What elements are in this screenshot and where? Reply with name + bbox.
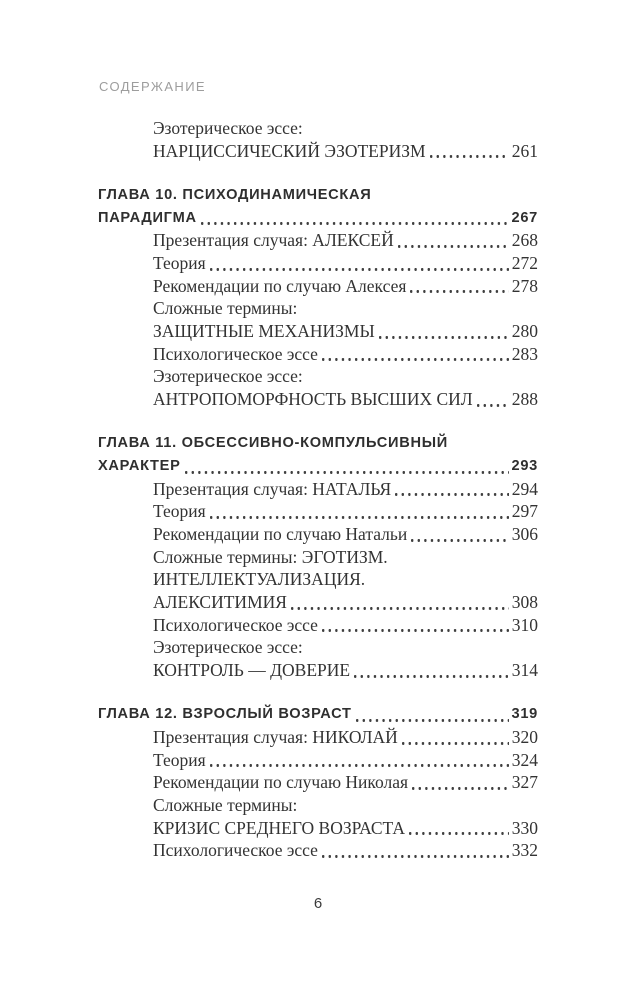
toc-entry-page: 278 bbox=[511, 275, 538, 296]
toc-entry-label: ХАРАКТЕР bbox=[98, 457, 181, 474]
toc-entry-page: 294 bbox=[511, 478, 538, 499]
toc-entry-row[interactable] bbox=[98, 749, 538, 772]
toc-chapter-row[interactable] bbox=[98, 455, 538, 478]
toc-entry-row[interactable] bbox=[98, 343, 538, 366]
toc-entry-row[interactable] bbox=[98, 726, 538, 749]
toc-entry-row[interactable] bbox=[98, 794, 538, 817]
toc-entry-page: 332 bbox=[511, 840, 538, 861]
toc-entry-label: Теория bbox=[153, 501, 206, 522]
page-number: 6 bbox=[313, 895, 323, 912]
toc-entry-label: ГЛАВА 12. ВЗРОСЛЫЙ ВОЗРАСТ bbox=[98, 706, 352, 723]
dot-leader bbox=[210, 252, 509, 275]
toc-chapter-row[interactable] bbox=[98, 184, 538, 207]
toc-entry-row[interactable] bbox=[98, 659, 538, 682]
toc-entry-label: НАРЦИССИЧЕСКИЙ ЭЗОТЕРИЗМ bbox=[153, 140, 426, 161]
toc-entry-label: Презентация случая: НАТАЛЬЯ bbox=[153, 478, 392, 499]
toc-entry-row[interactable] bbox=[98, 546, 538, 569]
dot-leader bbox=[410, 275, 508, 298]
dot-leader bbox=[322, 614, 509, 637]
toc-entry-label: ГЛАВА 11. ОБСЕССИВНО-КОМПУЛЬСИВНЫЙ bbox=[98, 435, 448, 452]
toc-entry-row[interactable] bbox=[98, 636, 538, 659]
toc-entry-row[interactable] bbox=[98, 252, 538, 275]
toc-entry-row[interactable] bbox=[98, 568, 538, 591]
toc-entry-label: Эзотерическое эссе: bbox=[153, 366, 303, 387]
toc-entry-row[interactable] bbox=[98, 229, 538, 252]
toc-entry-row[interactable] bbox=[98, 365, 538, 388]
toc-entry-label: Презентация случая: АЛЕКСЕЙ bbox=[153, 230, 394, 251]
toc-entry-label: АЛЕКСИТИМИЯ bbox=[153, 592, 287, 613]
toc-entry-page: 327 bbox=[511, 772, 538, 793]
toc-entry-row[interactable] bbox=[98, 275, 538, 298]
toc-entry-row[interactable] bbox=[98, 771, 538, 794]
toc-entry-page: 283 bbox=[511, 343, 538, 364]
toc-entry-row[interactable] bbox=[98, 117, 538, 140]
toc-entry-label: Психологическое эссе bbox=[153, 614, 318, 635]
dot-leader bbox=[379, 320, 509, 343]
toc-section bbox=[98, 184, 538, 411]
running-header: СОДЕРЖАНИЕ bbox=[99, 79, 207, 94]
toc-entry-label: ПАРАДИГМА bbox=[98, 209, 197, 226]
dot-leader bbox=[322, 343, 509, 366]
toc-entry-page: 272 bbox=[511, 252, 538, 273]
toc-entry-page: 267 bbox=[511, 209, 538, 226]
toc-entry-row[interactable] bbox=[98, 297, 538, 320]
toc-entry-page: 324 bbox=[511, 749, 538, 770]
toc-entry-page: 330 bbox=[511, 817, 538, 838]
toc-entry-label: Теория bbox=[153, 252, 206, 273]
toc-section bbox=[98, 117, 538, 162]
dot-leader bbox=[185, 455, 509, 478]
toc-entry-page: 297 bbox=[511, 501, 538, 522]
dot-leader bbox=[395, 478, 509, 501]
toc-chapter-row[interactable] bbox=[98, 207, 538, 230]
toc-entry-row[interactable] bbox=[98, 614, 538, 637]
dot-leader bbox=[354, 659, 509, 682]
toc-entry-row[interactable] bbox=[98, 500, 538, 523]
dot-leader bbox=[356, 703, 509, 726]
toc-entry-row[interactable] bbox=[98, 817, 538, 840]
dot-leader bbox=[430, 140, 509, 163]
toc-entry-page: 288 bbox=[511, 389, 538, 410]
toc-entry-label: ЗАЩИТНЫЕ МЕХАНИЗМЫ bbox=[153, 321, 375, 341]
toc-entry-page: 268 bbox=[511, 230, 538, 251]
dot-leader bbox=[291, 591, 509, 614]
toc-entry-row[interactable] bbox=[98, 839, 538, 862]
toc-entry-label: ИНТЕЛЛЕКТУАЛИЗАЦИЯ. bbox=[153, 569, 366, 590]
dot-leader bbox=[402, 726, 509, 749]
dot-leader bbox=[201, 207, 509, 230]
dot-leader bbox=[398, 229, 509, 252]
toc-section bbox=[98, 432, 538, 682]
toc-entry-row[interactable] bbox=[98, 388, 538, 411]
toc-entry-label: ГЛАВА 10. ПСИХОДИНАМИЧЕСКАЯ bbox=[98, 186, 372, 203]
toc-entry-page: 261 bbox=[511, 140, 538, 161]
toc-entry-page: 308 bbox=[511, 592, 538, 613]
toc-entry-label: Сложные термины: bbox=[153, 298, 298, 319]
toc-entry-page: 293 bbox=[511, 457, 538, 474]
dot-leader bbox=[210, 749, 509, 772]
toc-entry-label: Рекомендации по случаю Алексея bbox=[153, 275, 407, 296]
toc-entry-page: 320 bbox=[511, 727, 538, 747]
toc-entry-label: Теория bbox=[153, 749, 206, 770]
dot-leader bbox=[409, 817, 509, 840]
toc-entry-label: КРИЗИС СРЕДНЕГО ВОЗРАСТА bbox=[153, 817, 406, 838]
toc-entry-row[interactable] bbox=[98, 523, 538, 546]
toc-section bbox=[98, 703, 538, 862]
toc-entry-label: Психологическое эссе bbox=[153, 343, 318, 364]
toc-entry-row[interactable] bbox=[98, 591, 538, 614]
toc-entry-label: КОНТРОЛЬ — ДОВЕРИЕ bbox=[153, 660, 351, 681]
toc-entry-label: Эзотерическое эссе: bbox=[153, 637, 303, 658]
toc-entry-label: АНТРОПОМОРФНОСТЬ ВЫСШИХ СИЛ bbox=[153, 389, 473, 410]
table-of-contents bbox=[98, 117, 538, 862]
dot-leader bbox=[412, 771, 509, 794]
toc-entry-page: 306 bbox=[511, 524, 538, 544]
dot-leader bbox=[210, 500, 509, 523]
toc-entry-label: Презентация случая: НИКОЛАЙ bbox=[153, 727, 398, 747]
toc-entry-row[interactable] bbox=[98, 140, 538, 163]
toc-entry-label: Рекомендации по случаю Натальи bbox=[153, 524, 408, 544]
toc-entry-page: 319 bbox=[511, 706, 538, 723]
toc-entry-row[interactable] bbox=[98, 320, 538, 343]
toc-entry-label: Эзотерическое эссе: bbox=[153, 118, 303, 138]
toc-chapter-row[interactable] bbox=[98, 432, 538, 455]
toc-entry-page: 310 bbox=[511, 614, 538, 635]
toc-entry-page: 280 bbox=[511, 321, 538, 341]
toc-chapter-row[interactable] bbox=[98, 703, 538, 726]
toc-entry-page: 314 bbox=[511, 660, 538, 681]
toc-entry-label: Психологическое эссе bbox=[153, 840, 318, 861]
toc-entry-label: Рекомендации по случаю Николая bbox=[153, 772, 409, 793]
dot-leader bbox=[477, 388, 509, 411]
dot-leader bbox=[322, 839, 509, 862]
toc-entry-label: Сложные термины: ЭГОТИЗМ. bbox=[153, 546, 388, 567]
toc-entry-label: Сложные термины: bbox=[153, 795, 298, 816]
dot-leader bbox=[411, 523, 509, 546]
toc-entry-row[interactable] bbox=[98, 478, 538, 501]
